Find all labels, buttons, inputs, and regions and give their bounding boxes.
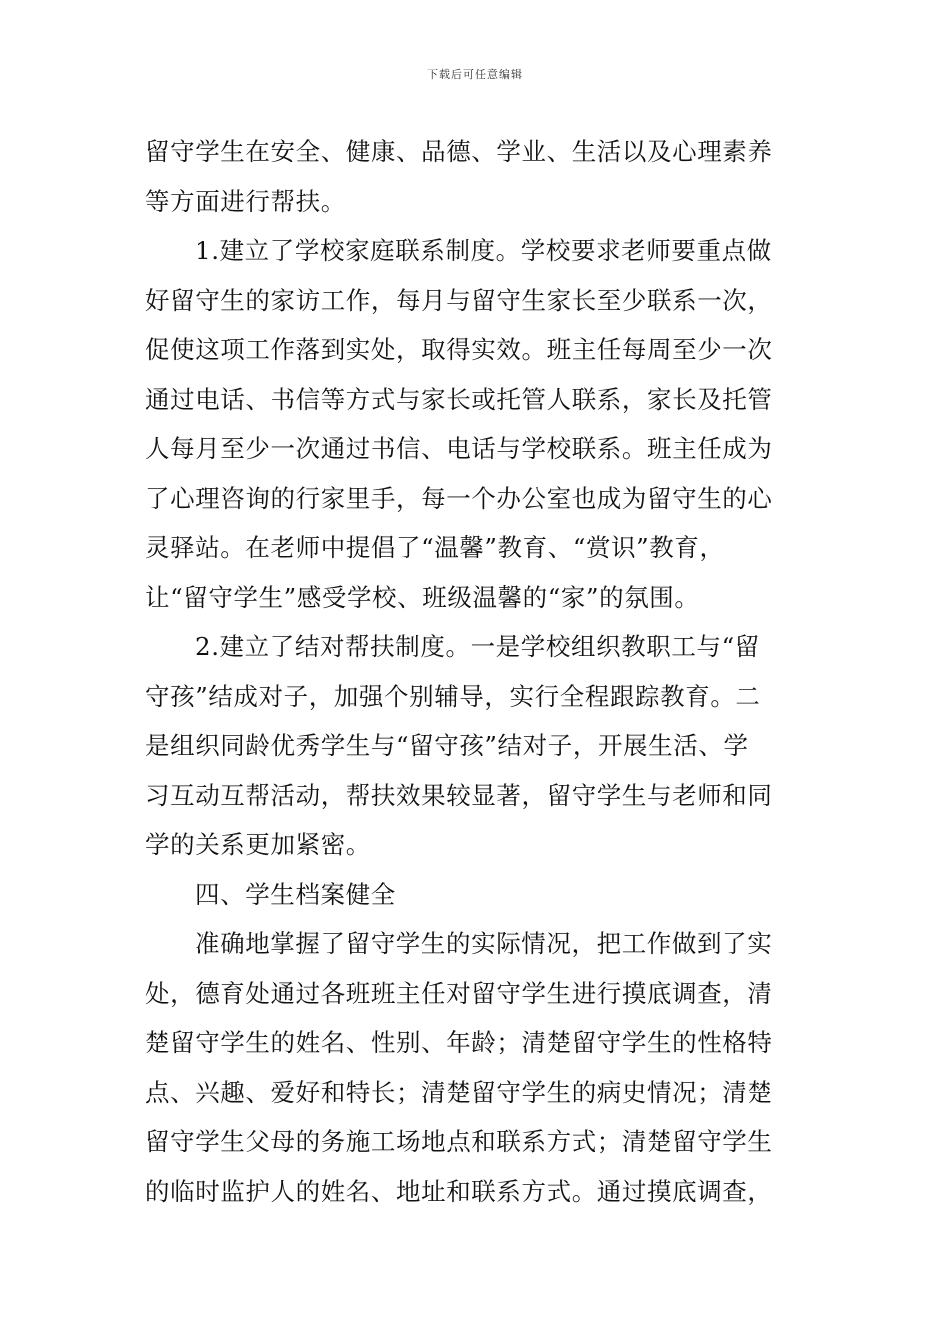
text-line: 人每月至少一次通过书信、电话与学校联系。班主任成为 — [145, 434, 773, 463]
text-line: 等方面进行帮扶。 — [145, 186, 346, 216]
text-line: 准确地掌握了留守学生的实际情况，把工作做到了实 — [195, 929, 773, 958]
text-line: 处，德育处通过各班班主任对留守学生进行摸底调查，清 — [145, 978, 773, 1008]
text-line: 1.建立了学校家庭联系制度。学校要求老师要重点做 — [195, 236, 772, 265]
text-line: 习互动互帮活动，帮扶效果较显著，留守学生与老师和同 — [145, 780, 773, 810]
text-line: 是组织同龄优秀学生与“留守孩”结对子，开展生活、学 — [145, 731, 749, 760]
text-line: 守孩”结成对子，加强个别辅导，实行全程跟踪教育。二 — [145, 681, 761, 711]
text-line: 通过电话、书信等方式与家长或托管人联系，家长及托管 — [145, 384, 773, 414]
section-heading: 四、学生档案健全 — [195, 879, 396, 909]
document-body — [145, 127, 815, 1216]
text-line: 促使这项工作落到实处，取得实效。班主任每周至少一次 — [145, 335, 773, 364]
text-line: 点、兴趣、爱好和特长；清楚留守学生的病史情况；清楚 — [145, 1077, 773, 1107]
text-line: 让“留守学生”感受学校、班级温馨的“家”的氛围。 — [145, 582, 700, 612]
text-line: 2.建立了结对帮扶制度。一是学校组织教职工与“留 — [195, 632, 760, 661]
text-line: 楚留守学生的姓名、性别、年龄；清楚留守学生的性格特 — [145, 1028, 773, 1057]
page-header: 下载后可任意编辑 — [427, 68, 523, 81]
text-line: 的临时监护人的姓名、地址和联系方式。通过摸底调查， — [145, 1176, 773, 1206]
text-line: 了心理咨询的行家里手，每一个办公室也成为留守生的心 — [145, 483, 773, 513]
text-line: 学的关系更加紧密。 — [145, 830, 371, 859]
text-line: 留守学生在安全、健康、品德、学业、生活以及心理素养 — [145, 137, 773, 166]
text-line: 留守学生父母的务施工场地点和联系方式；清楚留守学生 — [145, 1127, 773, 1156]
text-line: 好留守生的家访工作，每月与留守生家长至少联系一次， — [145, 285, 773, 315]
text-line: 灵驿站。在老师中提倡了“温馨”教育、“赏识”教育， — [145, 533, 725, 562]
